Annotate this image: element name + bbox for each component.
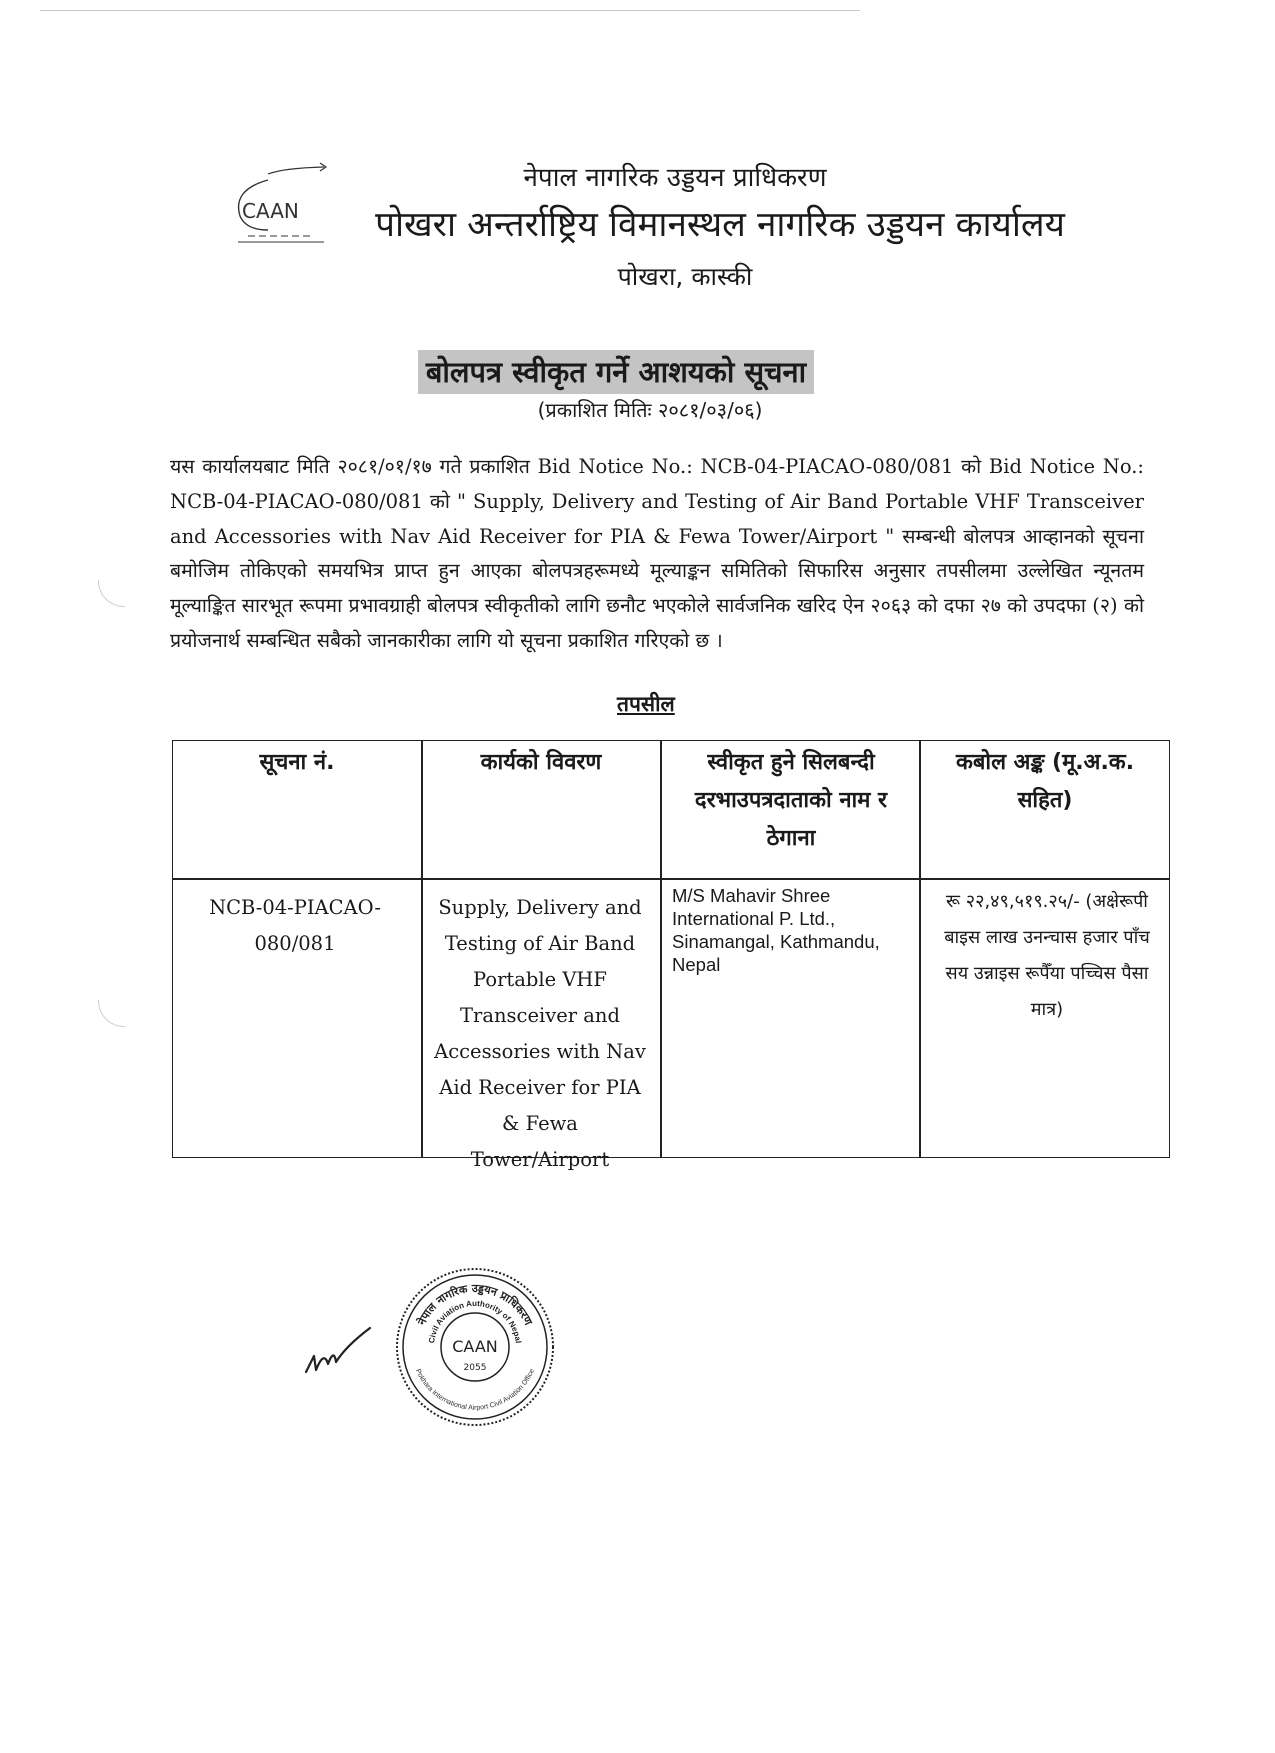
cell-description: Supply, Delivery and Testing of Air Band Portable VHF Transceiver and Accessories with Nav Aid Receiver for PIA & Fewa Tower/Airport: [434, 896, 646, 1171]
bid-table: [172, 740, 1170, 1171]
notice-title: बोलपत्र स्वीकृत गर्ने आशयको सूचना: [418, 350, 814, 394]
table-divider: [421, 740, 423, 1158]
header-description: कार्यको विवरण: [480, 750, 602, 775]
authority-name: नेपाल नागरिक उड्डयन प्राधिकरण: [523, 163, 827, 193]
header-amount: कबोल अङ्क (मू.अ.क. सहित): [955, 750, 1135, 813]
cell-amount: रू २२,४९,५१९.२५/- (अक्षेरूपी बाइस लाख उनन्चास हजार पाँच सय उन्नाइस रूपैँया पच्चिस पैसा मात्र): [944, 891, 1150, 1020]
caan-logo: [228, 160, 340, 260]
cell-bidder: M/S Mahavir Shree International P. Ltd., Sinamangal, Kathmandu, Nepal: [672, 885, 880, 975]
svg-text:Civil Aviation Authority of Ne: Civil Aviation Authority of Nepal: [427, 1298, 523, 1344]
signature-mark: [300, 1322, 380, 1382]
table-divider: [919, 740, 921, 1158]
cell-notice-no: NCB-04-PIACAO-080/081: [209, 896, 381, 955]
svg-text:Pokhara International Airport: Pokhara International Airport Civil Aviation Office: [413, 1368, 537, 1412]
scan-edge-line: [40, 10, 860, 11]
svg-text:CAAN: CAAN: [452, 1337, 498, 1356]
table-caption: तपसील: [617, 692, 675, 716]
table-divider: [660, 740, 662, 1158]
svg-text:CAAN: CAAN: [242, 199, 299, 223]
svg-text:2055: 2055: [463, 1363, 487, 1373]
office-location: पोखरा, कास्की: [617, 262, 753, 291]
office-name: पोखरा अन्तर्राष्ट्रिय विमानस्थल नागरिक उड्डयन कार्यालय: [375, 205, 1065, 245]
svg-text:नेपाल नागरिक उड्डयन प्राधिकरण: नेपाल नागरिक उड्डयन प्राधिकरण: [415, 1281, 535, 1328]
header-bidder: स्वीकृत हुने सिलबन्दी दरभाउपत्रदाताको नाम र ठेगाना: [694, 750, 888, 851]
punch-hole-mark: [98, 1000, 125, 1027]
published-date: (प्रकाशित मितिः २०८१/०३/०६): [537, 398, 763, 422]
punch-hole-mark: [98, 580, 125, 607]
header-notice-no: सूचना नं.: [259, 750, 335, 775]
official-seal: [390, 1262, 560, 1432]
notice-body: यस कार्यालयबाट मिति २०८१/०१/१७ गते प्रकाशित Bid Notice No.: NCB-04-PIACAO-080/081 को Bid Notice No.: NCB-04-PIACAO-080/081 को " Supply, Delivery and Testing of Air Band Portable VHF Transceiver and Accessories with Nav Aid Receiver for PIA & Fewa Tower/Airport " सम्बन्धी बोलपत्र आव्हानको सूचना बमोजिम तोकिएको समयभित्र प्राप्त हुन आएका बोलपत्रहरूमध्ये मूल्याङ्कन समितिको सिफारिस अनुसार तपसीलमा उल्लेखित न्यूनतम मूल्याङ्कित सारभूत रूपमा प्रभावग्राही बोलपत्र स्वीकृतीको लागि छनौट भएकोले सार्वजनिक खरिद ऐन २०६३ को दफा २७ को उपदफा (२) को प्रयोजनार्थ सम्बन्धित सबैको जानकारीका लागि यो सूचना प्रकाशित गरिएको छ ।: [170, 455, 1144, 652]
